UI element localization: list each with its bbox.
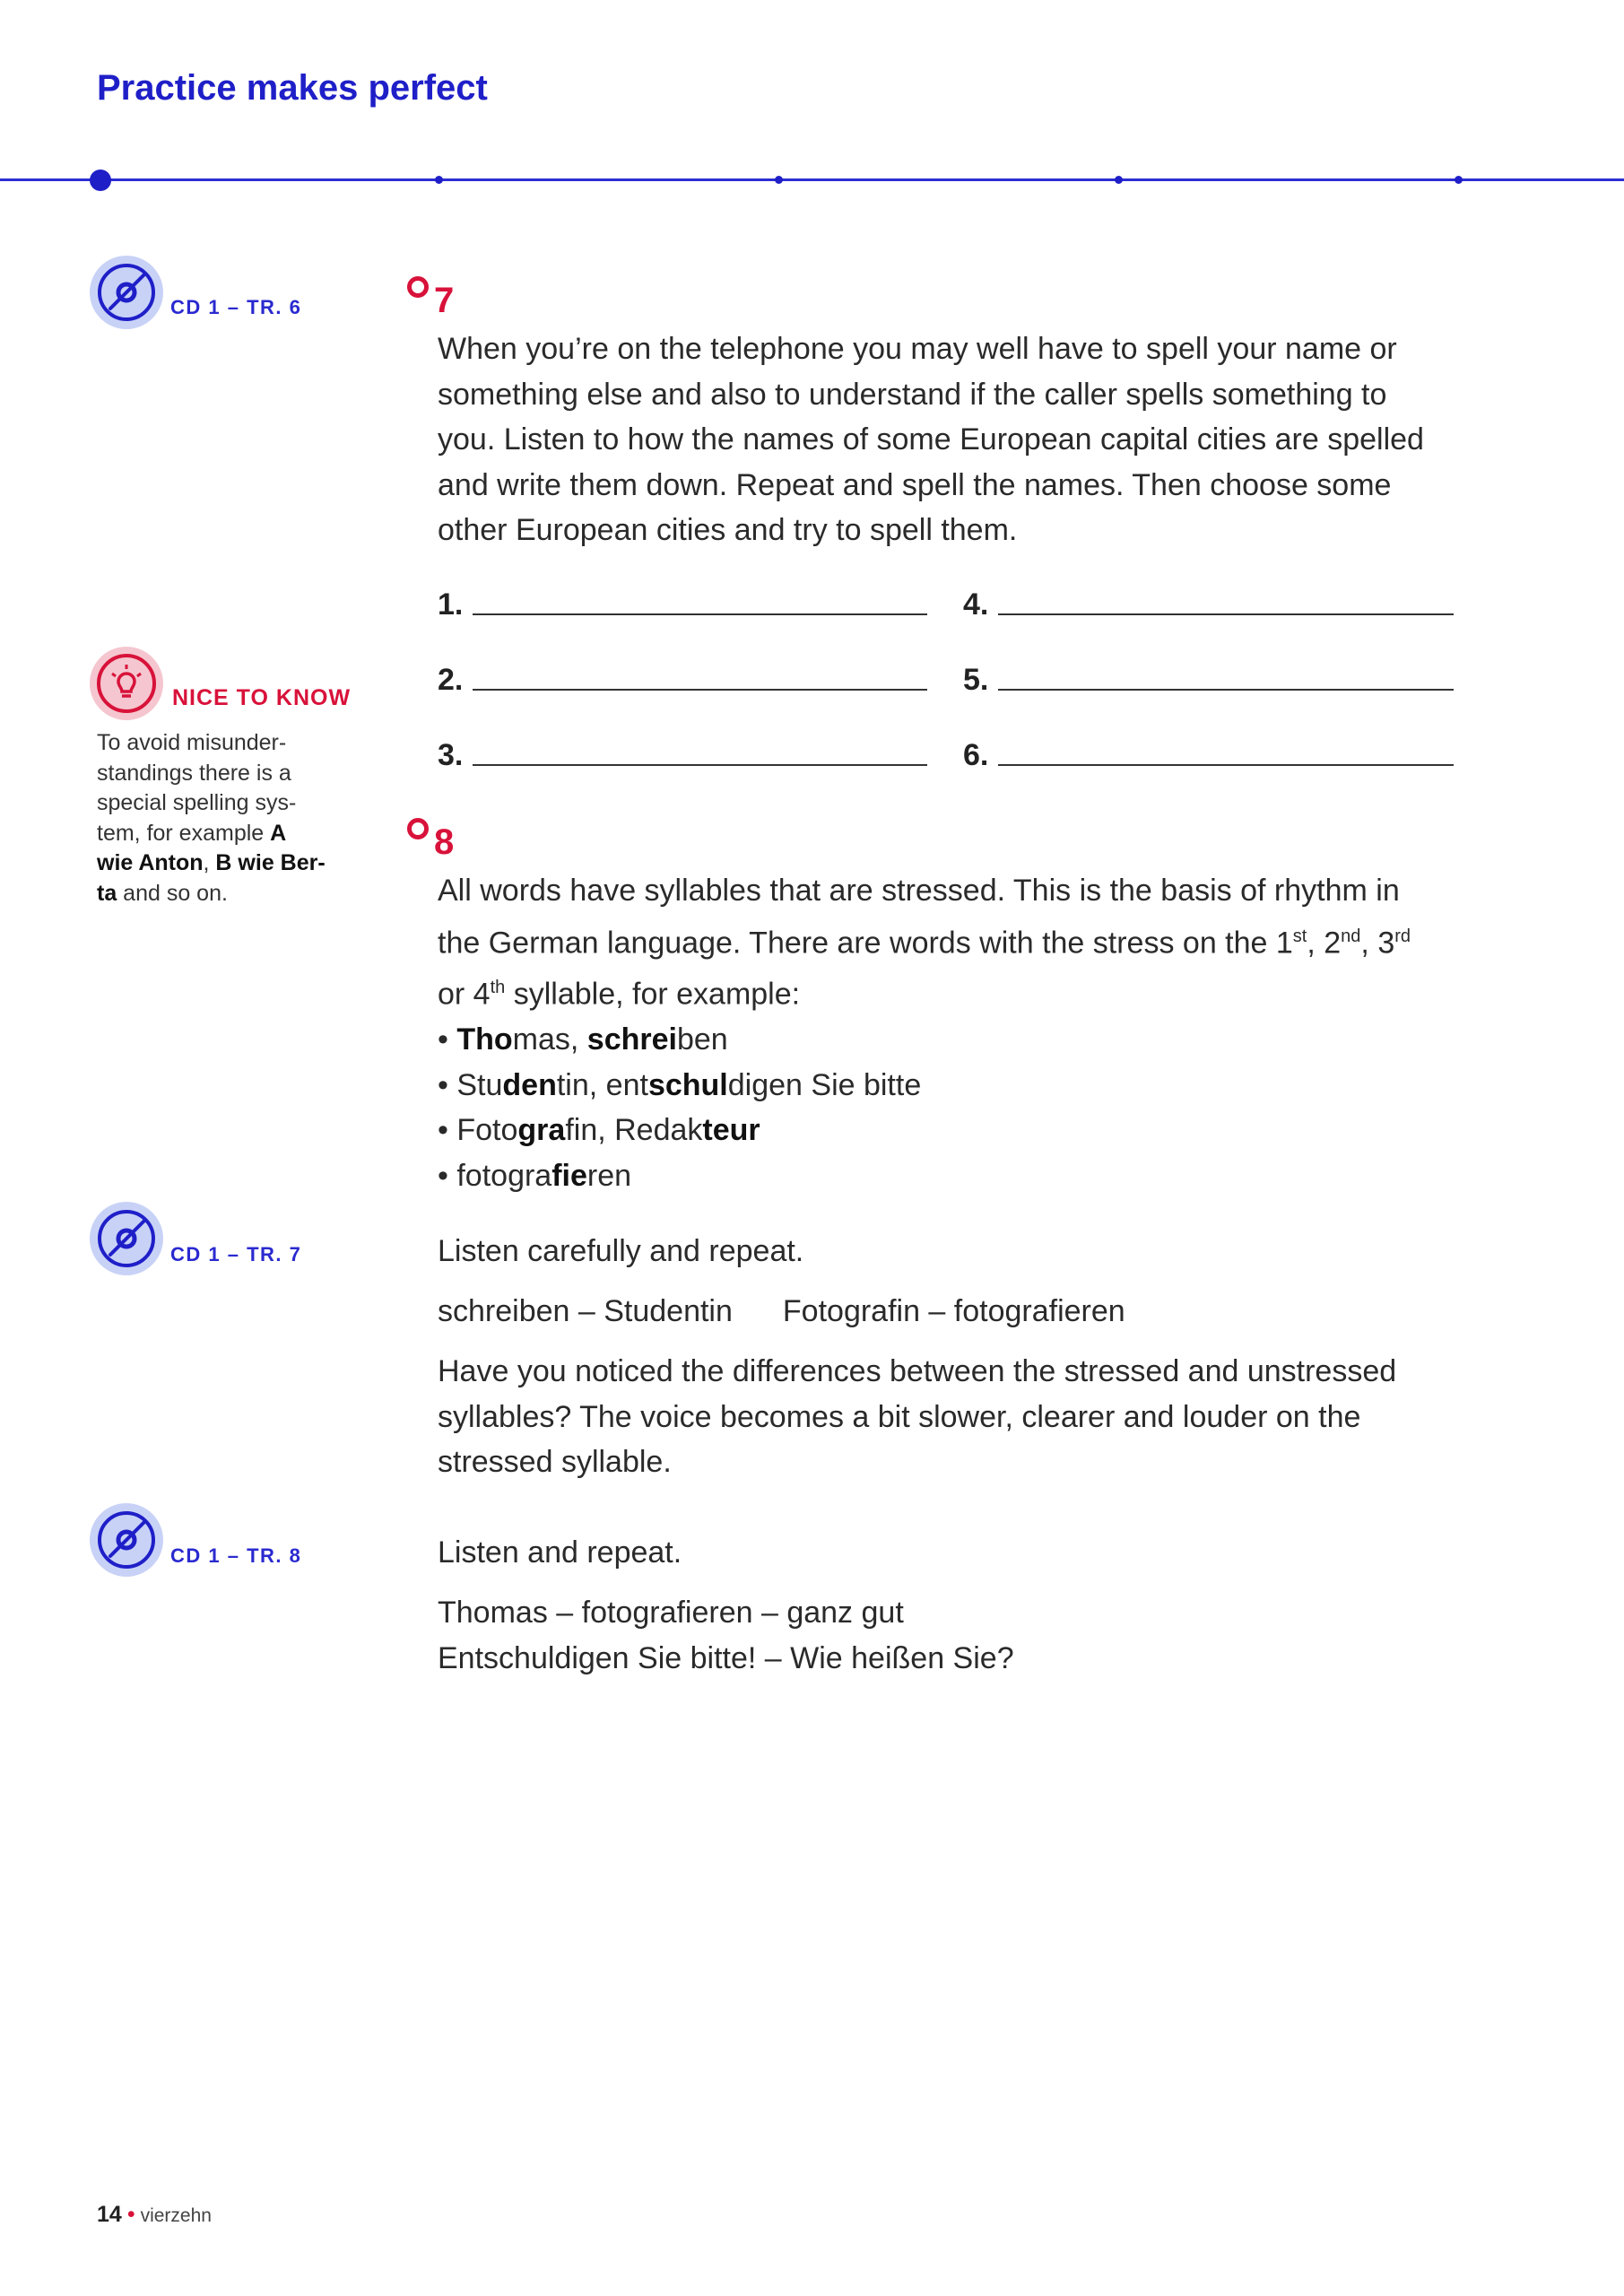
text-span: , 2: [1307, 925, 1342, 960]
text-line: syllables? The voice becomes a bit slower, clearer and louder on the: [438, 1399, 1361, 1434]
word-pair: Fotografin – fotografieren: [782, 1294, 1125, 1328]
exercise-number: 7: [434, 281, 455, 320]
bold-span: ta: [97, 880, 117, 906]
blank-number: 2.: [438, 663, 464, 697]
text-line: Have you noticed the differences between the stressed and unstressed: [438, 1354, 1397, 1388]
text-span: or 4: [438, 977, 491, 1012]
practice-phrases: [438, 1590, 1478, 1681]
text-span: fin, Redak: [565, 1113, 703, 1148]
text-line: special spelling sys-: [97, 790, 297, 815]
superscript: st: [1292, 926, 1307, 946]
answer-line-5[interactable]: [998, 689, 1454, 691]
superscript: th: [490, 978, 506, 998]
stressed-syllable: schul: [647, 1067, 728, 1102]
text-line: [97, 848, 348, 879]
blank-number: 5.: [963, 663, 989, 697]
text-span: digen Sie bitte: [727, 1067, 922, 1102]
text-line: standings there is a: [97, 760, 291, 786]
text-line: Listen carefully and repeat.: [438, 1234, 804, 1268]
stress-explanation: [438, 1349, 1478, 1485]
text-line: Entschuldigen Sie bitte! – Wie heißen Sie?: [438, 1640, 1014, 1675]
text-line: you. Listen to how the names of some European capital cities are spelled: [438, 422, 1424, 457]
text-line: [438, 914, 1478, 966]
audio-cd-icon[interactable]: [89, 1201, 164, 1276]
answer-line-2[interactable]: [473, 689, 927, 691]
exercise-number: 8: [434, 822, 455, 862]
bold-span: A: [270, 820, 287, 846]
text-span: fotogra: [456, 1158, 552, 1193]
stressed-syllable: teur: [702, 1113, 760, 1148]
rule-dot: [1455, 176, 1463, 184]
stressed-syllable: fie: [551, 1158, 587, 1193]
bold-span: B wie Ber-: [215, 850, 326, 875]
answer-line-6[interactable]: [998, 764, 1454, 766]
stressed-syllable: Tho: [456, 1022, 513, 1057]
header-rule: [0, 178, 1624, 181]
nice-to-know-title: NICE TO KNOW: [172, 685, 352, 710]
cd-track-label: CD 1 – TR. 8: [170, 1544, 302, 1567]
text-span: the German language. There are words with the stress on the 1: [438, 925, 1293, 960]
text-line: and write them down. Repeat and spell the names. Then choose some: [438, 467, 1392, 502]
cd-track-label: CD 1 – TR. 6: [170, 296, 302, 318]
text-span: , 3: [1360, 925, 1395, 960]
bullet-icon: •: [438, 1158, 448, 1193]
bullet-item: [438, 1063, 1478, 1109]
text-line: [97, 879, 348, 909]
audio-cd-icon[interactable]: [89, 255, 164, 330]
text-line: [438, 965, 1478, 1017]
audio-cd-icon[interactable]: [89, 1502, 164, 1578]
blank-number: 4.: [963, 587, 989, 622]
text-span: tin, ent: [556, 1067, 648, 1102]
separator-icon: •: [126, 2202, 135, 2227]
listen-repeat-instruction: [438, 1530, 1478, 1576]
blank-number: 3.: [438, 738, 464, 772]
superscript: nd: [1341, 926, 1361, 946]
rule-dot-large: [90, 170, 111, 191]
text-span: Foto: [456, 1113, 518, 1148]
word-pairs: [438, 1289, 1478, 1335]
text-span: ,: [203, 850, 216, 875]
bullet-icon: •: [438, 1067, 448, 1102]
text-line: [97, 819, 348, 849]
bullet-icon: •: [438, 1022, 448, 1057]
text-line: [438, 1289, 1478, 1335]
answer-line-4[interactable]: [998, 613, 1454, 615]
answer-line-1[interactable]: [473, 613, 927, 615]
bullet-item: [438, 1017, 1478, 1063]
text-line: something else and also to understand if the caller spells something to: [438, 377, 1387, 412]
text-line: Listen and repeat.: [438, 1535, 682, 1570]
text-line: To avoid misunder-: [97, 730, 287, 755]
answer-line-3[interactable]: [473, 764, 927, 766]
bullet-item: [438, 1153, 1478, 1199]
rule-dot: [1115, 176, 1123, 184]
page-footer: [97, 2202, 212, 2228]
page-number: 14: [97, 2202, 122, 2227]
bullet-item: [438, 1108, 1478, 1153]
exercise-marker-icon: [407, 818, 429, 839]
text-span: Stu: [456, 1067, 503, 1102]
exercise-8-intro: [438, 868, 1478, 1198]
blank-number: 6.: [963, 738, 989, 772]
lightbulb-icon: [89, 646, 164, 721]
text-span: syllable, for example:: [505, 977, 801, 1012]
page-title: Practice makes perfect: [97, 68, 488, 108]
rule-dot: [435, 176, 443, 184]
exercise-marker-icon: [407, 276, 429, 298]
text-span: mas,: [512, 1022, 587, 1057]
text-span: ben: [676, 1022, 728, 1057]
text-line: When you’re on the telephone you may well have to spell your name or: [438, 332, 1397, 366]
stressed-syllable: gra: [517, 1113, 566, 1148]
text-line: All words have syllables that are stressed. This is the basis of rhythm in: [438, 874, 1400, 908]
bold-span: wie Anton: [97, 850, 204, 875]
stressed-syllable: den: [502, 1067, 557, 1102]
bullet-icon: •: [438, 1113, 448, 1148]
blank-number: 1.: [438, 587, 464, 622]
cd-track-label: CD 1 – TR. 7: [170, 1243, 302, 1265]
page-word: vierzehn: [140, 2205, 212, 2226]
stressed-syllable: schrei: [586, 1022, 677, 1057]
text-line: Thomas – fotografieren – ganz gut: [438, 1596, 904, 1630]
exercise-7-instructions: [438, 326, 1478, 553]
text-span: ren: [586, 1158, 632, 1193]
text-line: stressed syllable.: [438, 1445, 672, 1479]
listen-instruction: [438, 1229, 1478, 1274]
text-line: other European cities and try to spell them.: [438, 513, 1018, 547]
text-span: tem, for example: [97, 820, 271, 846]
text-span: and so on.: [117, 880, 228, 906]
rule-dot: [775, 176, 783, 184]
superscript: rd: [1394, 926, 1411, 946]
nice-to-know-text: [97, 728, 348, 909]
word-pair: schreiben – Studentin: [438, 1294, 733, 1328]
